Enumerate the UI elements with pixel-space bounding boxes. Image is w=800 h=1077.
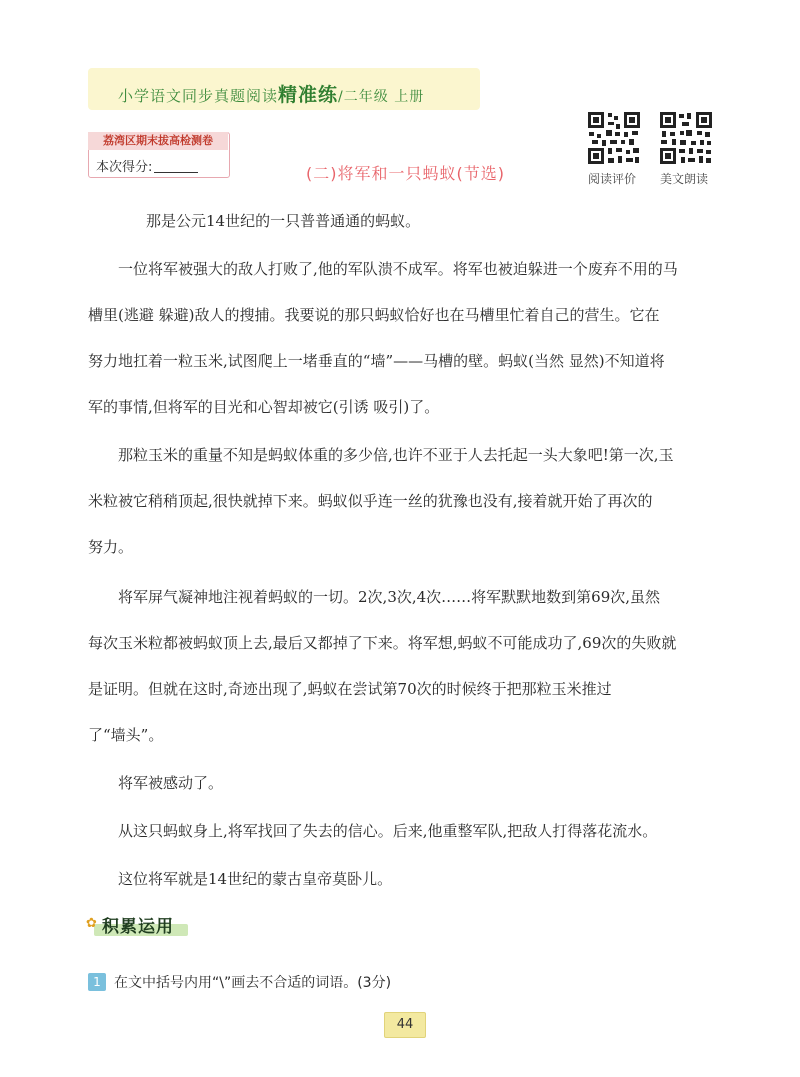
- series-prefix: 小学语文同步真题阅读: [118, 87, 279, 105]
- passage-line: 每次玉米粒都被蚂蚁顶上去,最后又都掉了下来。将军想,蚂蚁不可能成功了,69次的失败就: [88, 634, 677, 652]
- passage-line: 是证明。但就在这时,奇迹出现了,蚂蚁在尝试第70次的时候终于把那粒玉米推过: [88, 680, 612, 698]
- passage-line: 将军屏气凝神地注视着蚂蚁的一切。2次,3次,4次……将军默默地数到第69次,虽然: [118, 588, 661, 606]
- passage-line: 槽里(逃避 躲避)敌人的搜捕。我要说的那只蚂蚁恰好也在马槽里忙着自己的营生。它在: [88, 306, 660, 324]
- score-row: [96, 156, 198, 175]
- passage-line: 那是公元14世纪的一只普普通通的蚂蚁。: [146, 212, 421, 230]
- qr-code-reading-eval-icon[interactable]: [586, 110, 642, 166]
- qr-label-audio-reading: 美文朗读: [660, 172, 709, 186]
- flower-icon: ✿: [86, 916, 97, 931]
- qr-code-audio-reading-icon[interactable]: [658, 110, 714, 166]
- passage-line: 米粒被它稍稍顶起,很快就掉下来。蚂蚁似乎连一丝的犹豫也没有,接着就开始了再次的: [88, 492, 653, 510]
- qr-label-reading-eval: 阅读评价: [588, 172, 637, 186]
- score-blank[interactable]: [154, 160, 198, 173]
- passage-line: 那粒玉米的重量不知是蚂蚁体重的多少倍,也许不亚于人去托起一头大象吧!第一次,玉: [118, 446, 674, 464]
- series-title: [118, 80, 424, 107]
- score-label: 本次得分:: [96, 160, 153, 175]
- series-bold: 精准练: [278, 84, 339, 106]
- passage-line: 努力地扛着一粒玉米,试图爬上一堵垂直的“墙”——马槽的壁。蚂蚁(当然 显然)不知道将: [88, 352, 665, 370]
- question-number-badge: 1: [88, 973, 106, 991]
- passage-line: 一位将军被强大的敌人打败了,他的军队溃不成军。将军也被迫躲进一个废弃不用的马: [118, 260, 678, 278]
- passage-line: 将军被感动了。: [118, 774, 224, 792]
- practice-section-title: [86, 912, 186, 938]
- practice-title-text: 积累运用: [102, 917, 174, 937]
- passage-line: 这位将军就是14世纪的蒙古皇帝莫卧儿。: [118, 870, 393, 888]
- exam-tag: 荔湾区期末拔高检测卷: [88, 132, 228, 150]
- section-title: (二)将军和一只蚂蚁(节选): [306, 164, 505, 183]
- passage-line: 从这只蚂蚁身上,将军找回了失去的信心。后来,他重整军队,把敌人打得落花流水。: [118, 822, 658, 840]
- page-number: 44: [384, 1012, 426, 1038]
- question-text: 在文中括号内用“\”画去不合适的词语。(3分): [114, 975, 392, 991]
- grade-label: /二年级 上册: [338, 89, 425, 105]
- passage-line: 努力。: [88, 538, 134, 556]
- passage-line: 了“墙头”。: [88, 726, 164, 744]
- passage-line: 军的事情,但将军的目光和心智却被它(引诱 吸引)了。: [88, 398, 440, 416]
